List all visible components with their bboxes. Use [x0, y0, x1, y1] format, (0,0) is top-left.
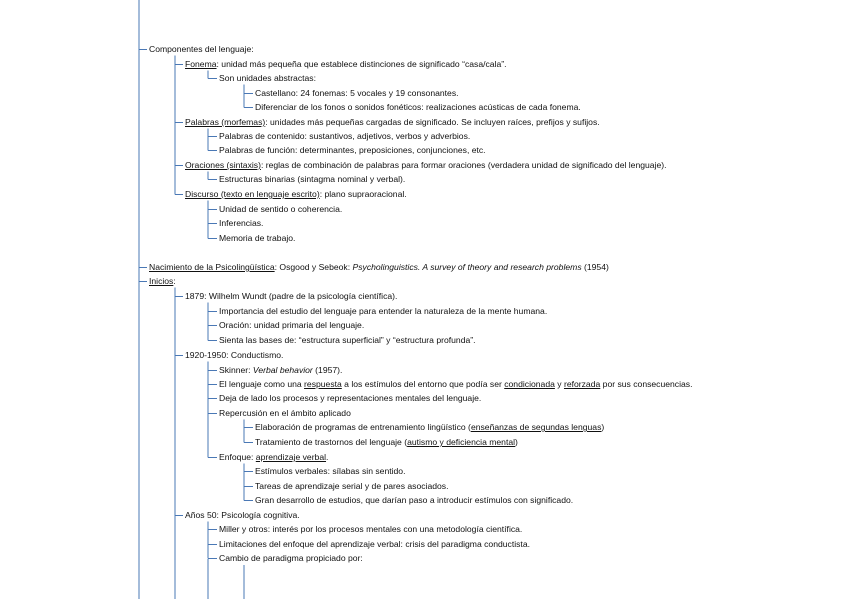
item-text: Estímulos verbales: sílabas sin sentido. — [255, 466, 406, 476]
item-text: por sus consecuencias. — [600, 379, 693, 389]
outline-item-level-3 — [255, 466, 405, 477]
item-text: . — [326, 452, 329, 462]
item-text: Componentes del lenguaje: — [149, 44, 254, 54]
outline-item-level-2 — [219, 553, 363, 564]
item-text: 1920-1950: Conductismo. — [185, 350, 284, 360]
item-text: Oración: unidad primaria del lenguaje. — [219, 320, 365, 330]
item-text: : Osgood y Sebeok: — [274, 262, 353, 272]
item-text: (1957). — [312, 365, 343, 375]
item-text: Miller y otros: interés por los procesos mentales con una metodología científica. — [219, 524, 523, 534]
item-text: 1879: Wilhelm Wundt (padre de la psicología científica). — [185, 291, 398, 301]
item-text: Deja de lado los procesos y representaciones mentales del lenguaje. — [219, 393, 482, 403]
outline-item-level-3 — [255, 422, 604, 433]
item-text: Estructuras binarias (sintagma nominal y verbal). — [219, 174, 406, 184]
outline-item-level-2 — [219, 233, 295, 244]
item-text: : — [173, 276, 176, 286]
outline-item-level-2 — [219, 408, 351, 419]
outline-item-level-2 — [219, 524, 522, 535]
item-text: y — [554, 379, 564, 389]
underlined-term: reforzada — [563, 379, 601, 389]
outline-item-level-2 — [219, 539, 530, 550]
underlined-term: condicionada — [504, 379, 555, 389]
item-text: Tratamiento de trastornos del lenguaje ( — [255, 437, 408, 447]
item-text: Años 50: Psicología cognitiva. — [185, 510, 300, 520]
item-text: (1954) — [581, 262, 609, 272]
outline-item-level-1 — [185, 350, 283, 361]
outline-item-level-3 — [255, 88, 459, 99]
item-text: Skinner: — [219, 365, 253, 375]
outline-item-level-0 — [149, 262, 609, 273]
item-heading: Nacimiento de la Psicolingüística — [149, 262, 275, 272]
outline-item-level-2 — [219, 145, 486, 156]
outline-item-level-1 — [185, 510, 300, 521]
outline-item-level-2 — [219, 320, 364, 331]
item-text: Inferencias. — [219, 218, 264, 228]
outline-item-level-2 — [219, 306, 547, 317]
outline-item-level-2 — [219, 365, 342, 376]
outline-item-level-1 — [185, 117, 600, 128]
item-text: Importancia del estudio del lenguaje para entender la naturaleza de la mente humana. — [219, 306, 548, 316]
outline-item-level-2 — [219, 393, 481, 404]
item-text: El lenguaje como una — [219, 379, 305, 389]
item-text: Limitaciones del enfoque del aprendizaje verbal: crisis del paradigma conductista. — [219, 539, 530, 549]
item-text: Palabras de función: determinantes, preposiciones, conjunciones, etc. — [219, 145, 486, 155]
outline-item-level-2 — [219, 218, 263, 229]
item-text: Castellano: 24 fonemas: 5 vocales y 19 consonantes. — [255, 88, 459, 98]
outline-item-level-2 — [219, 73, 316, 84]
item-text: Enfoque: — [219, 452, 256, 462]
outline-item-level-1 — [185, 189, 407, 200]
outline-item-level-1 — [185, 160, 667, 171]
item-text: Palabras de contenido: sustantivos, adjetivos, verbos y adverbios. — [219, 131, 471, 141]
item-heading: Discurso (texto en lenguaje escrito) — [185, 189, 320, 199]
outline-item-level-0 — [149, 276, 176, 287]
underlined-term: respuesta — [304, 379, 342, 389]
outline-item-level-1 — [185, 59, 507, 70]
item-text: Gran desarrollo de estudios, que darían paso a introducir estímulos con significado. — [255, 495, 574, 505]
item-text: ) — [515, 437, 518, 447]
outline-item-level-2 — [219, 379, 692, 390]
item-text: Tareas de aprendizaje serial y de pares asociados. — [255, 481, 449, 491]
item-text: Repercusión en el ámbito aplicado — [219, 408, 351, 418]
underlined-term: enseñanzas de segundas lenguas — [470, 422, 602, 432]
outline-item-level-3 — [255, 437, 518, 448]
item-text: Son unidades abstractas: — [219, 73, 316, 83]
item-text: : reglas de combinación de palabras para formar oraciones (verdadera unidad de significado del lenguaje). — [260, 160, 667, 170]
outline-item-level-2 — [219, 174, 405, 185]
item-text: Memoria de trabajo. — [219, 233, 296, 243]
item-text: Cambio de paradigma propiciado por: — [219, 553, 363, 563]
item-text: : plano supraoracional. — [319, 189, 407, 199]
item-heading: Palabras (morfemas) — [185, 117, 266, 127]
item-text: Unidad de sentido o coherencia. — [219, 204, 343, 214]
item-title-italic: Psycholinguistics. A survey of theory and research problems — [352, 262, 582, 272]
item-text: ) — [601, 422, 605, 432]
underlined-term: autismo y deficiencia mental — [407, 437, 516, 447]
item-text: Diferenciar de los fonos o sonidos fonéticos: realizaciones acústicas de cada fonema. — [255, 102, 581, 112]
outline-item-level-2 — [219, 335, 476, 346]
outline-item-level-3 — [255, 495, 573, 506]
outline-item-level-2 — [219, 204, 342, 215]
item-text: a los estímulos del entorno que podía ser — [341, 379, 505, 389]
underlined-term: aprendizaje verbal — [255, 452, 327, 462]
outline-item-level-2 — [219, 452, 328, 463]
item-text: : unidades más pequeñas cargadas de significado. Se incluyen raíces, prefijos y sufijos. — [265, 117, 600, 127]
item-title-italic: Verbal behavior — [252, 365, 313, 375]
outline-item-level-2 — [219, 131, 470, 142]
outline-item-level-3 — [255, 481, 448, 492]
item-heading: Oraciones (sintaxis) — [185, 160, 261, 170]
item-text: Sienta las bases de: “estructura superficial” y “estructura profunda”. — [219, 335, 476, 345]
outline-item-level-3 — [255, 102, 581, 113]
item-text: Elaboración de programas de entrenamiento lingüístico ( — [255, 422, 471, 432]
outline-item-level-0 — [149, 44, 254, 55]
item-heading: Fonema — [185, 59, 217, 69]
item-text: : unidad más pequeña que establece distinciones de significado “casa/cala”. — [216, 59, 507, 69]
item-heading: Inicios — [149, 276, 174, 286]
outline-item-level-1 — [185, 291, 397, 302]
